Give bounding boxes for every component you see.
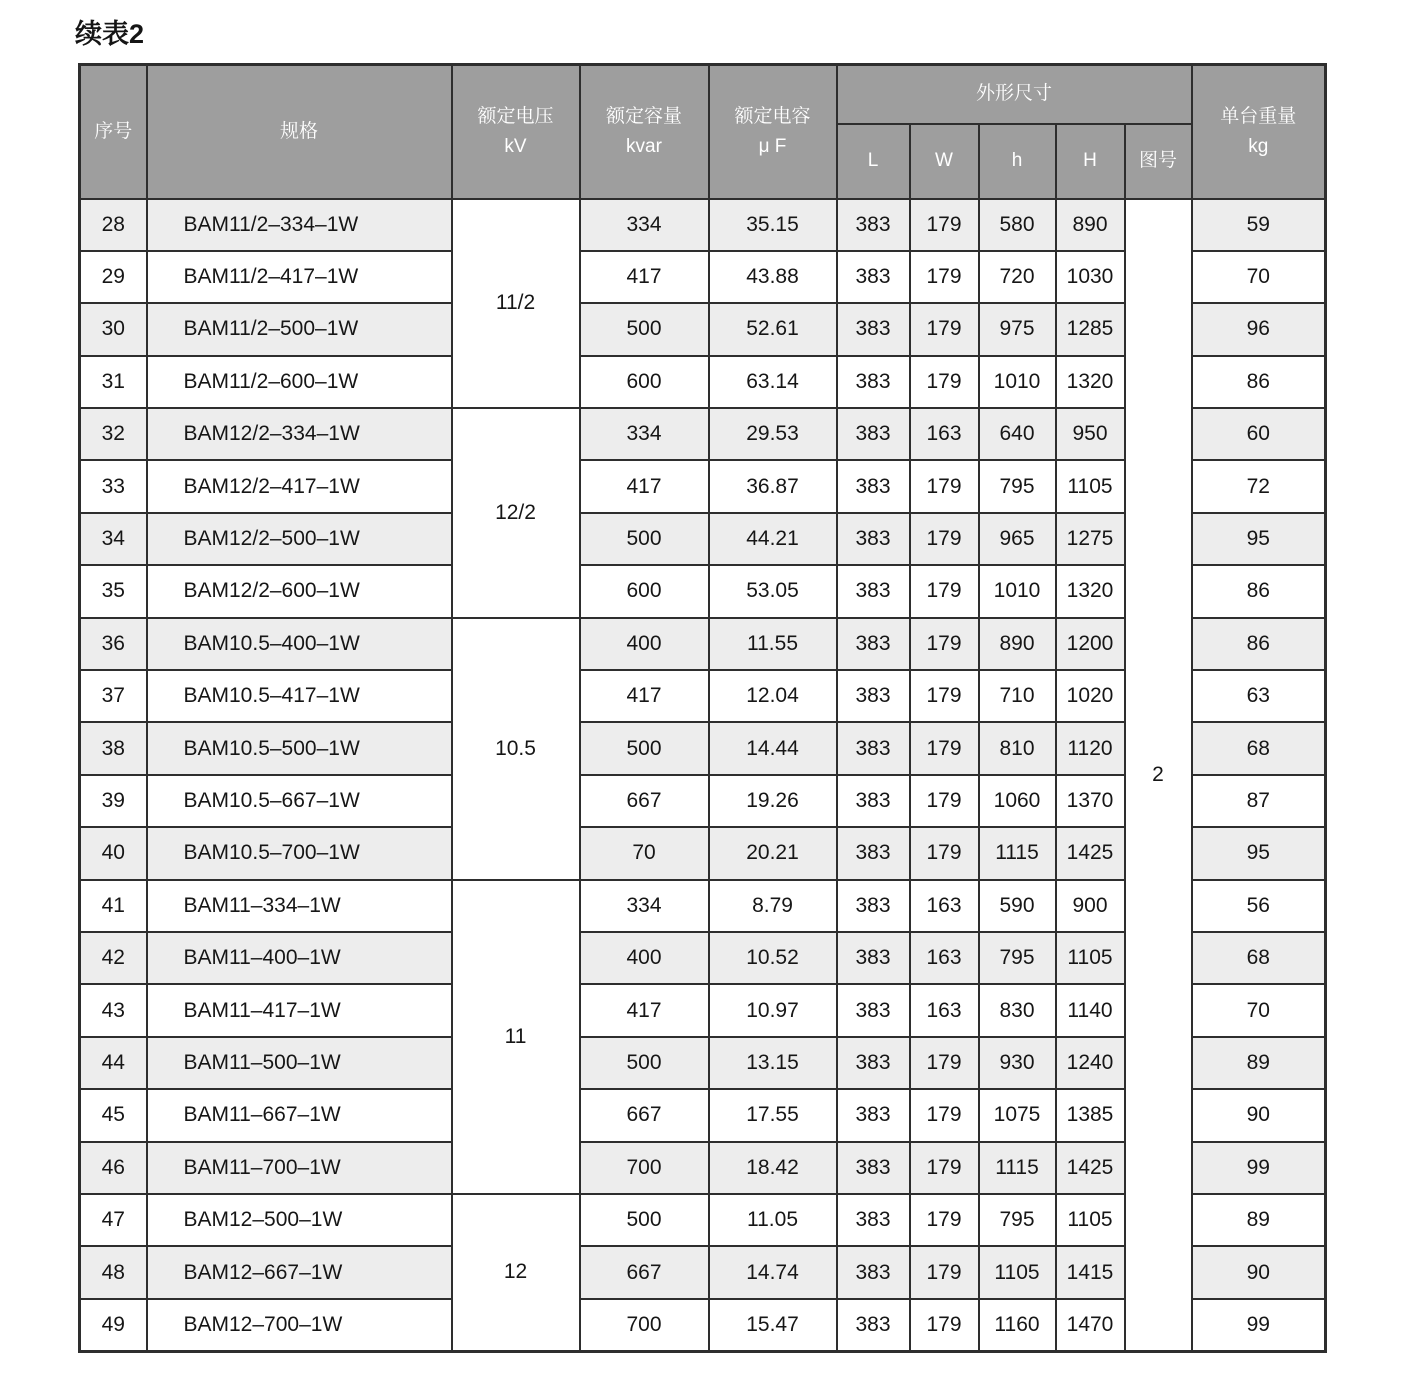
- cell-dim-h-upper: 1200: [1056, 618, 1125, 670]
- cell-spec: BAM11–500–1W: [147, 1037, 452, 1089]
- cell-dim-l: 383: [837, 722, 910, 774]
- cell-spec: BAM12/2–600–1W: [147, 565, 452, 617]
- cell-uf: 8.79: [709, 880, 837, 932]
- cell-dim-w: 179: [910, 1037, 979, 1089]
- cell-weight: 90: [1192, 1246, 1326, 1298]
- cell-weight: 70: [1192, 984, 1326, 1036]
- cell-kvar: 700: [580, 1142, 709, 1194]
- cell-serial: 43: [80, 984, 147, 1036]
- cell-dim-w: 163: [910, 984, 979, 1036]
- cell-dim-h-upper: 1275: [1056, 513, 1125, 565]
- cell-spec: BAM12/2–500–1W: [147, 513, 452, 565]
- cell-dim-h-lower: 1115: [979, 827, 1056, 879]
- cell-weight: 89: [1192, 1194, 1326, 1246]
- cell-kvar: 667: [580, 1246, 709, 1298]
- cell-weight: 86: [1192, 618, 1326, 670]
- cell-kvar: 500: [580, 722, 709, 774]
- cell-weight: 68: [1192, 722, 1326, 774]
- cell-uf: 63.14: [709, 356, 837, 408]
- header-figure-no: 图号: [1125, 124, 1192, 199]
- header-rated-voltage-line1: 额定电压: [477, 105, 554, 127]
- cell-serial: 40: [80, 827, 147, 879]
- cell-dim-l: 383: [837, 775, 910, 827]
- cell-weight: 99: [1192, 1299, 1326, 1351]
- cell-dim-h-upper: 1425: [1056, 827, 1125, 879]
- cell-spec: BAM10.5–417–1W: [147, 670, 452, 722]
- cell-dim-h-lower: 1115: [979, 1142, 1056, 1194]
- cell-dim-h-lower: 810: [979, 722, 1056, 774]
- cell-weight: 72: [1192, 460, 1326, 512]
- cell-uf: 14.44: [709, 722, 837, 774]
- header-rated-capacity: [580, 65, 709, 199]
- cell-serial: 38: [80, 722, 147, 774]
- cell-kvar: 600: [580, 565, 709, 617]
- header-row-1: [80, 65, 1326, 124]
- cell-serial: 45: [80, 1089, 147, 1141]
- cell-kvar: 417: [580, 670, 709, 722]
- table-row: [80, 199, 1326, 251]
- cell-dim-h-lower: 795: [979, 932, 1056, 984]
- cell-uf: 44.21: [709, 513, 837, 565]
- cell-figure-no: 2: [1125, 199, 1192, 1352]
- cell-spec: BAM10.5–667–1W: [147, 775, 452, 827]
- cell-serial: 39: [80, 775, 147, 827]
- cell-dim-h-upper: 1240: [1056, 1037, 1125, 1089]
- cell-dim-l: 383: [837, 880, 910, 932]
- cell-dim-l: 383: [837, 1299, 910, 1351]
- header-rated-capacity-line1: 额定容量: [605, 105, 682, 127]
- cell-spec: BAM11–400–1W: [147, 932, 452, 984]
- header-rated-capacitance: [709, 65, 837, 199]
- cell-dim-w: 163: [910, 408, 979, 460]
- cell-weight: 89: [1192, 1037, 1326, 1089]
- cell-uf: 12.04: [709, 670, 837, 722]
- cell-dim-h-upper: 1105: [1056, 460, 1125, 512]
- cell-dim-l: 383: [837, 251, 910, 303]
- header-unit-weight-line1: 单台重量: [1220, 105, 1297, 127]
- cell-dim-l: 383: [837, 618, 910, 670]
- cell-kvar: 500: [580, 513, 709, 565]
- cell-uf: 19.26: [709, 775, 837, 827]
- cell-uf: 13.15: [709, 1037, 837, 1089]
- cell-dim-w: 163: [910, 932, 979, 984]
- cell-uf: 10.52: [709, 932, 837, 984]
- page-title: 续表2: [75, 19, 145, 49]
- cell-dim-h-lower: 1105: [979, 1246, 1056, 1298]
- cell-dim-l: 383: [837, 303, 910, 355]
- cell-dim-w: 179: [910, 565, 979, 617]
- header-dim-h-lower: h: [979, 124, 1056, 199]
- cell-kvar: 417: [580, 984, 709, 1036]
- cell-kvar: 500: [580, 303, 709, 355]
- cell-uf: 43.88: [709, 251, 837, 303]
- cell-spec: BAM11/2–500–1W: [147, 303, 452, 355]
- cell-voltage-group: 10.5: [452, 618, 580, 880]
- cell-dim-h-upper: 1320: [1056, 356, 1125, 408]
- capacitor-spec-table: [78, 63, 1327, 1353]
- cell-dim-h-lower: 1060: [979, 775, 1056, 827]
- table-header: [80, 65, 1326, 199]
- cell-kvar: 600: [580, 356, 709, 408]
- header-rated-capacity-unit: kvar: [626, 135, 662, 157]
- cell-dim-h-upper: 1105: [1056, 1194, 1125, 1246]
- cell-serial: 32: [80, 408, 147, 460]
- cell-weight: 63: [1192, 670, 1326, 722]
- cell-uf: 52.61: [709, 303, 837, 355]
- header-dim-w: W: [910, 124, 979, 199]
- cell-voltage-group: 11/2: [452, 199, 580, 409]
- cell-kvar: 500: [580, 1194, 709, 1246]
- cell-kvar: 667: [580, 1089, 709, 1141]
- cell-weight: 90: [1192, 1089, 1326, 1141]
- cell-voltage-group: 12/2: [452, 408, 580, 618]
- cell-dim-l: 383: [837, 408, 910, 460]
- header-unit-weight-unit: kg: [1248, 135, 1269, 157]
- header-dim-h-upper: H: [1056, 124, 1125, 199]
- cell-weight: 87: [1192, 775, 1326, 827]
- header-dim-l: L: [837, 124, 910, 199]
- cell-dim-h-upper: 890: [1056, 199, 1125, 251]
- cell-spec: BAM12–700–1W: [147, 1299, 452, 1351]
- cell-dim-l: 383: [837, 1142, 910, 1194]
- cell-dim-h-upper: 1020: [1056, 670, 1125, 722]
- cell-uf: 14.74: [709, 1246, 837, 1298]
- cell-spec: BAM11–334–1W: [147, 880, 452, 932]
- cell-dim-l: 383: [837, 1246, 910, 1298]
- header-unit-weight: [1192, 65, 1326, 199]
- cell-serial: 35: [80, 565, 147, 617]
- header-rated-capacitance-unit: μ F: [758, 135, 787, 157]
- cell-kvar: 334: [580, 880, 709, 932]
- cell-dim-w: 179: [910, 618, 979, 670]
- cell-uf: 15.47: [709, 1299, 837, 1351]
- cell-dim-h-upper: 950: [1056, 408, 1125, 460]
- cell-dim-w: 179: [910, 670, 979, 722]
- cell-dim-l: 383: [837, 984, 910, 1036]
- cell-dim-h-lower: 1160: [979, 1299, 1056, 1351]
- cell-dim-w: 179: [910, 1142, 979, 1194]
- cell-spec: BAM12/2–417–1W: [147, 460, 452, 512]
- cell-serial: 44: [80, 1037, 147, 1089]
- cell-dim-w: 179: [910, 1194, 979, 1246]
- cell-weight: 96: [1192, 303, 1326, 355]
- cell-dim-h-upper: 1370: [1056, 775, 1125, 827]
- cell-uf: 20.21: [709, 827, 837, 879]
- cell-spec: BAM11–700–1W: [147, 1142, 452, 1194]
- cell-weight: 60: [1192, 408, 1326, 460]
- cell-kvar: 700: [580, 1299, 709, 1351]
- cell-dim-w: 179: [910, 1299, 979, 1351]
- cell-dim-h-lower: 1075: [979, 1089, 1056, 1141]
- cell-kvar: 334: [580, 408, 709, 460]
- cell-weight: 70: [1192, 251, 1326, 303]
- cell-spec: BAM11–417–1W: [147, 984, 452, 1036]
- cell-dim-h-upper: 1120: [1056, 722, 1125, 774]
- cell-spec: BAM11–667–1W: [147, 1089, 452, 1141]
- cell-serial: 37: [80, 670, 147, 722]
- cell-kvar: 417: [580, 460, 709, 512]
- cell-spec: BAM12–667–1W: [147, 1246, 452, 1298]
- cell-kvar: 334: [580, 199, 709, 251]
- cell-dim-l: 383: [837, 565, 910, 617]
- table-body: [80, 199, 1326, 1352]
- cell-weight: 86: [1192, 565, 1326, 617]
- cell-dim-w: 179: [910, 722, 979, 774]
- cell-weight: 86: [1192, 356, 1326, 408]
- cell-dim-h-lower: 930: [979, 1037, 1056, 1089]
- cell-weight: 95: [1192, 827, 1326, 879]
- cell-dim-l: 383: [837, 1037, 910, 1089]
- cell-weight: 68: [1192, 932, 1326, 984]
- cell-dim-h-lower: 590: [979, 880, 1056, 932]
- cell-dim-w: 179: [910, 356, 979, 408]
- cell-dim-h-lower: 965: [979, 513, 1056, 565]
- cell-weight: 95: [1192, 513, 1326, 565]
- cell-serial: 36: [80, 618, 147, 670]
- cell-uf: 17.55: [709, 1089, 837, 1141]
- cell-dim-w: 179: [910, 1089, 979, 1141]
- cell-dim-h-lower: 640: [979, 408, 1056, 460]
- cell-kvar: 400: [580, 618, 709, 670]
- cell-dim-l: 383: [837, 1194, 910, 1246]
- cell-dim-h-upper: 900: [1056, 880, 1125, 932]
- cell-kvar: 417: [580, 251, 709, 303]
- cell-uf: 10.97: [709, 984, 837, 1036]
- cell-dim-h-lower: 1010: [979, 356, 1056, 408]
- cell-serial: 48: [80, 1246, 147, 1298]
- cell-weight: 59: [1192, 199, 1326, 251]
- cell-spec: BAM12/2–334–1W: [147, 408, 452, 460]
- cell-kvar: 667: [580, 775, 709, 827]
- cell-dim-l: 383: [837, 513, 910, 565]
- cell-dim-l: 383: [837, 932, 910, 984]
- cell-serial: 49: [80, 1299, 147, 1351]
- cell-dim-h-upper: 1470: [1056, 1299, 1125, 1351]
- cell-dim-h-lower: 975: [979, 303, 1056, 355]
- cell-spec: BAM10.5–700–1W: [147, 827, 452, 879]
- cell-kvar: 70: [580, 827, 709, 879]
- cell-dim-h-upper: 1140: [1056, 984, 1125, 1036]
- cell-dim-l: 383: [837, 460, 910, 512]
- cell-uf: 36.87: [709, 460, 837, 512]
- cell-dim-h-upper: 1105: [1056, 932, 1125, 984]
- cell-dim-w: 179: [910, 303, 979, 355]
- cell-serial: 46: [80, 1142, 147, 1194]
- cell-serial: 28: [80, 199, 147, 251]
- cell-spec: BAM11/2–334–1W: [147, 199, 452, 251]
- cell-dim-w: 179: [910, 827, 979, 879]
- cell-voltage-group: 11: [452, 880, 580, 1194]
- cell-dim-h-upper: 1285: [1056, 303, 1125, 355]
- cell-dim-h-lower: 580: [979, 199, 1056, 251]
- cell-serial: 42: [80, 932, 147, 984]
- cell-serial: 33: [80, 460, 147, 512]
- cell-uf: 11.55: [709, 618, 837, 670]
- cell-dim-w: 179: [910, 775, 979, 827]
- cell-spec: BAM11/2–417–1W: [147, 251, 452, 303]
- cell-dim-l: 383: [837, 1089, 910, 1141]
- header-rated-voltage-unit: kV: [504, 135, 527, 157]
- cell-serial: 29: [80, 251, 147, 303]
- cell-dim-h-lower: 720: [979, 251, 1056, 303]
- cell-kvar: 400: [580, 932, 709, 984]
- cell-spec: BAM12–500–1W: [147, 1194, 452, 1246]
- cell-dim-h-upper: 1425: [1056, 1142, 1125, 1194]
- cell-serial: 30: [80, 303, 147, 355]
- header-rated-capacitance-line1: 额定电容: [734, 105, 811, 127]
- cell-dim-h-lower: 830: [979, 984, 1056, 1036]
- cell-dim-h-lower: 710: [979, 670, 1056, 722]
- cell-uf: 35.15: [709, 199, 837, 251]
- cell-dim-l: 383: [837, 670, 910, 722]
- cell-weight: 56: [1192, 880, 1326, 932]
- cell-serial: 41: [80, 880, 147, 932]
- cell-dim-l: 383: [837, 356, 910, 408]
- cell-kvar: 500: [580, 1037, 709, 1089]
- header-dimensions: 外形尺寸: [837, 65, 1192, 124]
- cell-uf: 29.53: [709, 408, 837, 460]
- cell-weight: 99: [1192, 1142, 1326, 1194]
- cell-dim-h-lower: 795: [979, 1194, 1056, 1246]
- header-serial: 序号: [80, 65, 147, 199]
- cell-uf: 53.05: [709, 565, 837, 617]
- cell-dim-w: 179: [910, 460, 979, 512]
- cell-spec: BAM11/2–600–1W: [147, 356, 452, 408]
- cell-uf: 11.05: [709, 1194, 837, 1246]
- cell-dim-w: 163: [910, 880, 979, 932]
- cell-dim-h-lower: 1010: [979, 565, 1056, 617]
- cell-dim-h-upper: 1030: [1056, 251, 1125, 303]
- cell-dim-w: 179: [910, 513, 979, 565]
- cell-dim-h-upper: 1415: [1056, 1246, 1125, 1298]
- cell-dim-w: 179: [910, 1246, 979, 1298]
- cell-serial: 47: [80, 1194, 147, 1246]
- cell-dim-w: 179: [910, 251, 979, 303]
- cell-dim-l: 383: [837, 199, 910, 251]
- cell-dim-h-upper: 1320: [1056, 565, 1125, 617]
- cell-voltage-group: 12: [452, 1194, 580, 1351]
- cell-uf: 18.42: [709, 1142, 837, 1194]
- header-spec: 规格: [147, 65, 452, 199]
- cell-dim-w: 179: [910, 199, 979, 251]
- cell-dim-h-lower: 795: [979, 460, 1056, 512]
- cell-dim-h-lower: 890: [979, 618, 1056, 670]
- cell-serial: 31: [80, 356, 147, 408]
- cell-spec: BAM10.5–400–1W: [147, 618, 452, 670]
- cell-dim-h-upper: 1385: [1056, 1089, 1125, 1141]
- cell-spec: BAM10.5–500–1W: [147, 722, 452, 774]
- cell-serial: 34: [80, 513, 147, 565]
- cell-dim-l: 383: [837, 827, 910, 879]
- header-rated-voltage: [452, 65, 580, 199]
